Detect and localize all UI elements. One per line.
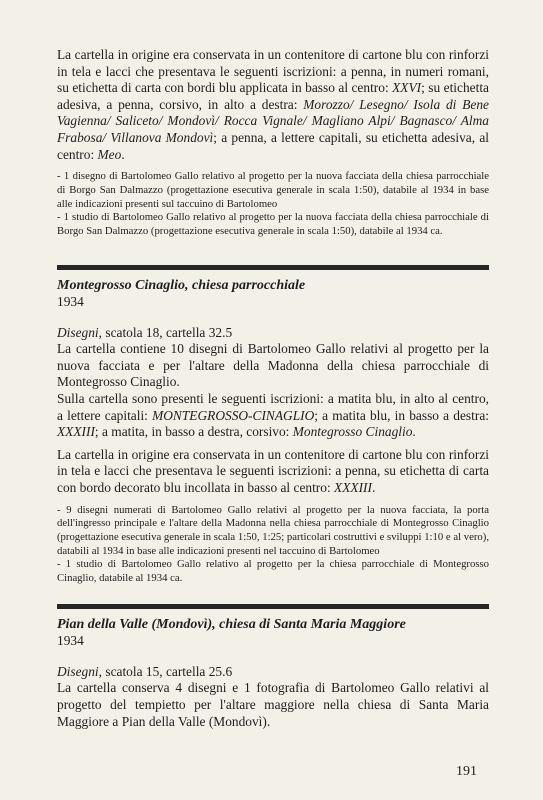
paragraph-contents: La cartella contiene 10 disegni di Bartolomeo Gallo relativi al progetto per la nuova facciata e per l'altare della Madonna della chiesa parrocchiale di Montegrosso Cinaglio. <box>57 341 489 390</box>
text-run: . <box>121 146 125 162</box>
inscription-italic: XXXIII <box>57 424 95 440</box>
note-item: - 1 studio di Bartolomeo Gallo relativo al progetto per la chiesa parrocchiale di Montegrosso Cinaglio, databile al 1934 ca. <box>57 558 489 585</box>
text-run: La cartella in origine era conservata in un contenitore di cartone blu con rinforzi in tela e lacci che presentava le seguenti iscrizioni: a penna, su etichetta di carta con bordo decorato blu incollata in basso al centro: <box>57 446 489 496</box>
text-run: . <box>371 480 376 496</box>
paragraph-inscriptions <box>57 391 489 441</box>
text-run: ; a matita, in basso a destra, corsivo: <box>94 424 293 440</box>
text-run: ; a penna, a lettere capitali, su etichetta adesiva, al centro: <box>57 129 489 162</box>
text-run: . <box>412 424 416 440</box>
note-item: - 1 studio di Bartolomeo Gallo relativo al progetto per la nuova facciata della chiesa parrocchiale di Borgo San Dalmazzo (progettazione esecutiva generale in scala 1:50), databile al 1934 ca. <box>57 211 489 237</box>
inscription-italic: XXVI <box>392 80 422 96</box>
section-heading: Pian della Valle (Mondovì), chiesa di Santa Maria Maggiore <box>57 616 406 632</box>
note-item: - 1 disegno di Bartolomeo Gallo relativo al progetto per la nuova facciata della chiesa parrocchiale di Borgo San Dalmazzo (progettazione esecutiva generale in scala 1:50), databile al 1934 in base alle indicazioni presenti sul taccuino di Bartolomeo <box>57 170 489 210</box>
section-heading: Montegrosso Cinaglio, chiesa parrocchiale <box>57 277 306 293</box>
paragraph-container-description <box>57 447 489 497</box>
page-body <box>57 47 489 730</box>
paragraph-contents: La cartella conserva 4 disegni e 1 fotografia di Bartolomeo Gallo relativi al progetto del tempietto per l'altare maggiore nella chiesa di Santa Maria Maggiore a Pian della Valle (Mondovì). <box>57 680 489 729</box>
inscription-italic: MONTEGROSSO-CINAGLIO <box>152 407 315 423</box>
text-run: ; a matita blu, in basso a destra: <box>314 407 489 423</box>
text-run: La cartella in origine era conservata in un contenitore di cartone blu con rinforzi in tela e lacci che presentava le seguenti iscrizioni: a penna, in numeri romani, su etichetta di carta con bordi blu applicata in basso al centro: <box>57 47 489 96</box>
paragraph-container-description <box>57 47 489 163</box>
text-run: ; su etichetta adesiva, a penna, corsivo, in alto a destra: <box>57 80 489 112</box>
page-number: 191 <box>456 764 477 779</box>
text-run: Sulla cartella sono presenti le seguenti iscrizioni: a matita blu, in alto al centro, a lettere capitali: <box>57 391 489 423</box>
section-year: 1934 <box>57 632 84 648</box>
archive-reference <box>57 664 489 681</box>
section-year: 1934 <box>57 293 84 309</box>
inscription-italic: Meo <box>97 146 122 162</box>
ref-rest: , scatola 15, cartella 25.6 <box>98 663 233 679</box>
inscription-italic: Morozzo/ Lesegno/ Isola di Bene Vagienna/ Saliceto/ Mondovì/ Rocca Vignale/ Magliano Alpi/ Bagnasco/ Alma Frabosa/ Villanova Mondovì <box>57 96 489 145</box>
ref-rest: , scatola 18, cartella 32.5 <box>98 324 233 340</box>
archive-reference <box>57 325 489 342</box>
inscription-italic: Montegrosso Cinaglio <box>292 424 413 440</box>
ref-italic: Disegni <box>57 663 99 679</box>
inscription-italic: XXXIII <box>334 480 372 496</box>
ref-italic: Disegni <box>57 324 99 340</box>
note-item: - 9 disegni numerati di Bartolomeo Gallo relativi al progetto per la nuova facciata, la porta dell'ingresso principale e l'altare della Madonna nella chiesa parrocchiale di Montegrosso Cinaglio (progettazione esecutiva generale in scala 1:50, 1:25; particolari costruttivi e sviluppi 1:10 e al vero), databili al 1934 in base alle indicazioni presenti nel taccuino di Bartolomeo <box>57 503 489 557</box>
